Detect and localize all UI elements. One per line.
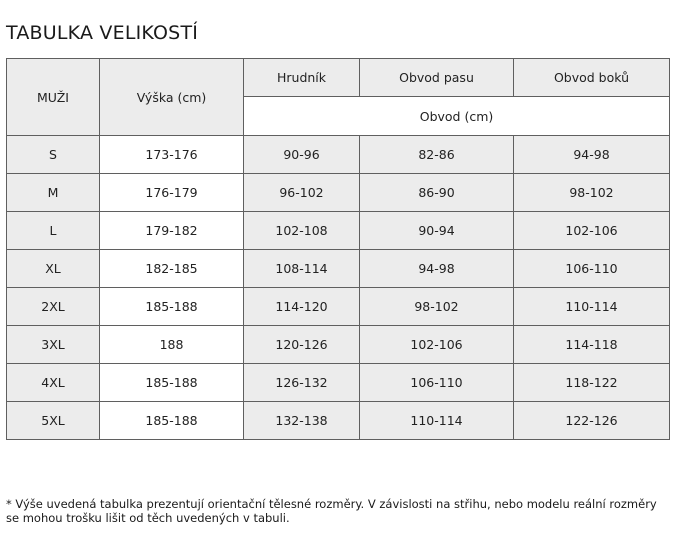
hips-cell: 118-122: [514, 364, 670, 402]
height-cell: 182-185: [100, 250, 244, 288]
size-table-body: [7, 59, 670, 440]
footnote: * Výše uvedená tabulka prezentují orientační tělesné rozměry. V závislosti na střihu, nebo modelu reální rozměry se mohou trošku lišit od těch uvedených v tabuli.: [6, 497, 657, 525]
size-cell: 5XL: [7, 402, 100, 440]
hips-cell: 106-110: [514, 250, 670, 288]
hips-cell: 122-126: [514, 402, 670, 440]
chest-cell: 90-96: [244, 136, 360, 174]
chest-cell: 102-108: [244, 212, 360, 250]
table-row: [7, 174, 670, 212]
table-row: [7, 250, 670, 288]
size-cell: M: [7, 174, 100, 212]
chest-cell: 108-114: [244, 250, 360, 288]
chest-cell: 132-138: [244, 402, 360, 440]
chest-cell: 114-120: [244, 288, 360, 326]
waist-cell: 106-110: [360, 364, 514, 402]
size-cell: 2XL: [7, 288, 100, 326]
table-row: [7, 326, 670, 364]
size-cell: XL: [7, 250, 100, 288]
hips-cell: 102-106: [514, 212, 670, 250]
size-table: [6, 58, 670, 440]
header-corner: MUŽI: [7, 59, 100, 136]
header-row: [7, 59, 670, 97]
chest-cell: 96-102: [244, 174, 360, 212]
height-cell: 185-188: [100, 288, 244, 326]
height-cell: 176-179: [100, 174, 244, 212]
header-circumference: Obvod (cm): [244, 97, 670, 136]
header-hips: Obvod boků: [514, 59, 670, 97]
chest-cell: 126-132: [244, 364, 360, 402]
size-cell: 4XL: [7, 364, 100, 402]
size-cell: 3XL: [7, 326, 100, 364]
hips-cell: 114-118: [514, 326, 670, 364]
height-cell: 185-188: [100, 364, 244, 402]
height-cell: 188: [100, 326, 244, 364]
waist-cell: 98-102: [360, 288, 514, 326]
size-cell: L: [7, 212, 100, 250]
header-chest: Hrudník: [244, 59, 360, 97]
waist-cell: 102-106: [360, 326, 514, 364]
waist-cell: 110-114: [360, 402, 514, 440]
waist-cell: 94-98: [360, 250, 514, 288]
header-waist: Obvod pasu: [360, 59, 514, 97]
waist-cell: 86-90: [360, 174, 514, 212]
table-row: [7, 288, 670, 326]
table-row: [7, 364, 670, 402]
table-row: [7, 136, 670, 174]
page-title: TABULKA VELIKOSTÍ: [6, 22, 199, 44]
table-row: [7, 212, 670, 250]
hips-cell: 110-114: [514, 288, 670, 326]
waist-cell: 90-94: [360, 212, 514, 250]
height-cell: 185-188: [100, 402, 244, 440]
header-height: Výška (cm): [100, 59, 244, 136]
height-cell: 179-182: [100, 212, 244, 250]
table-row: [7, 402, 670, 440]
hips-cell: 94-98: [514, 136, 670, 174]
height-cell: 173-176: [100, 136, 244, 174]
size-cell: S: [7, 136, 100, 174]
chest-cell: 120-126: [244, 326, 360, 364]
waist-cell: 82-86: [360, 136, 514, 174]
hips-cell: 98-102: [514, 174, 670, 212]
